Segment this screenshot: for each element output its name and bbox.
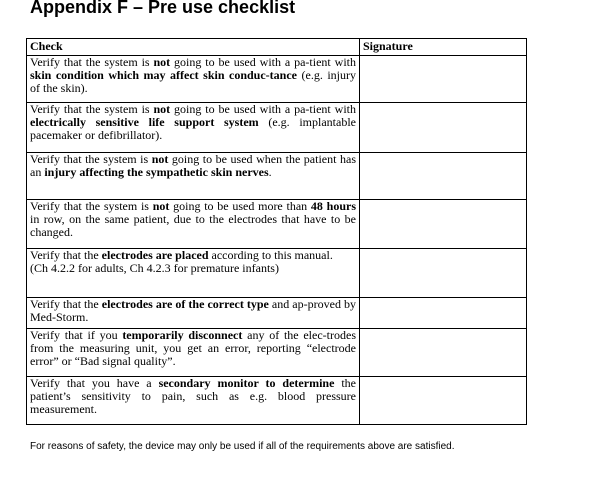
checklist-row: [27, 329, 527, 377]
check-text: the patient’s sensitivity to pain, such as e.g. blood pressure measurement.: [30, 376, 356, 416]
check-emphasis: injury affecting the sympathetic skin nerves: [44, 165, 269, 179]
signature-cell[interactable]: [360, 298, 527, 329]
signature-cell[interactable]: [360, 329, 527, 377]
header-row: [27, 39, 527, 56]
checklist-body: [27, 56, 527, 425]
signature-cell[interactable]: [360, 153, 527, 200]
check-emphasis: not: [152, 199, 170, 213]
check-emphasis: not: [153, 102, 171, 116]
check-cell: [27, 249, 360, 298]
check-text: .: [268, 165, 272, 179]
signature-cell[interactable]: [360, 377, 527, 425]
signature-cell[interactable]: [360, 249, 527, 298]
check-emphasis: electrodes are placed: [101, 248, 209, 262]
check-emphasis: not: [153, 55, 171, 69]
column-header-check: Check: [27, 39, 360, 56]
check-text: Verify that you have a: [30, 376, 159, 390]
check-cell: [27, 153, 360, 200]
column-header-signature: Signature: [360, 39, 527, 56]
check-text: Verify that the: [30, 248, 102, 262]
check-text: Verify that the system is: [30, 102, 154, 116]
check-text: and ap-proved by Med-Storm.: [30, 297, 356, 324]
checklist-row: [27, 103, 527, 153]
check-text: going to be used with a pa-tient with: [170, 102, 356, 116]
checklist-row: [27, 56, 527, 103]
signature-cell[interactable]: [360, 103, 527, 153]
check-text: any of the elec-trodes from the measuring unit, you get an error, reporting “electrode error” or “Bad signal quality”.: [30, 328, 356, 368]
check-emphasis: not: [151, 152, 169, 166]
checklist-row: [27, 249, 527, 298]
check-emphasis: 48 hours: [310, 199, 357, 213]
check-text: according to this manual.: [208, 248, 333, 262]
check-emphasis: temporarily disconnect: [122, 328, 243, 342]
check-text: (e.g. implantable pacemaker or defibrillator).: [30, 115, 356, 142]
pre-use-checklist-table: [26, 38, 527, 425]
check-text: Verify that the system is: [30, 199, 153, 213]
check-cell: [27, 329, 360, 377]
check-emphasis: electrodes are of the correct type: [101, 297, 269, 311]
safety-note: For reasons of safety, the device may only be used if all of the requirements above are satisfied.: [30, 441, 455, 452]
check-text: Verify that the system is: [30, 152, 152, 166]
check-text: going to be used more than: [169, 199, 311, 213]
check-emphasis: electrically sensitive life support system: [30, 115, 259, 129]
checklist-row: [27, 200, 527, 249]
page-title: Appendix F – Pre use checklist: [30, 0, 296, 17]
signature-cell[interactable]: [360, 200, 527, 249]
check-text: Verify that the: [30, 297, 102, 311]
check-cell: [27, 298, 360, 329]
checklist-row: [27, 153, 527, 200]
check-cell: [27, 377, 360, 425]
check-text: Verify that the system is: [30, 55, 154, 69]
check-cell: [27, 103, 360, 153]
check-text: Verify that if you: [30, 328, 123, 342]
check-text: (e.g. injury of the skin).: [30, 68, 356, 95]
checklist-row: [27, 377, 527, 425]
check-text: going to be used when the patient has an: [30, 152, 357, 179]
check-emphasis: skin condition which may affect skin conduc-tance: [30, 68, 297, 82]
check-text: in row, on the same patient, due to the electrodes that have to be changed.: [30, 212, 356, 239]
check-emphasis: secondary monitor to determine: [158, 376, 335, 390]
check-note: (Ch 4.2.2 for adults, Ch 4.2.3 for premature infants): [30, 261, 279, 275]
check-cell: [27, 56, 360, 103]
checklist-row: [27, 298, 527, 329]
check-cell: [27, 200, 360, 249]
check-text: going to be used with a pa-tient with: [170, 55, 356, 69]
signature-cell[interactable]: [360, 56, 527, 103]
